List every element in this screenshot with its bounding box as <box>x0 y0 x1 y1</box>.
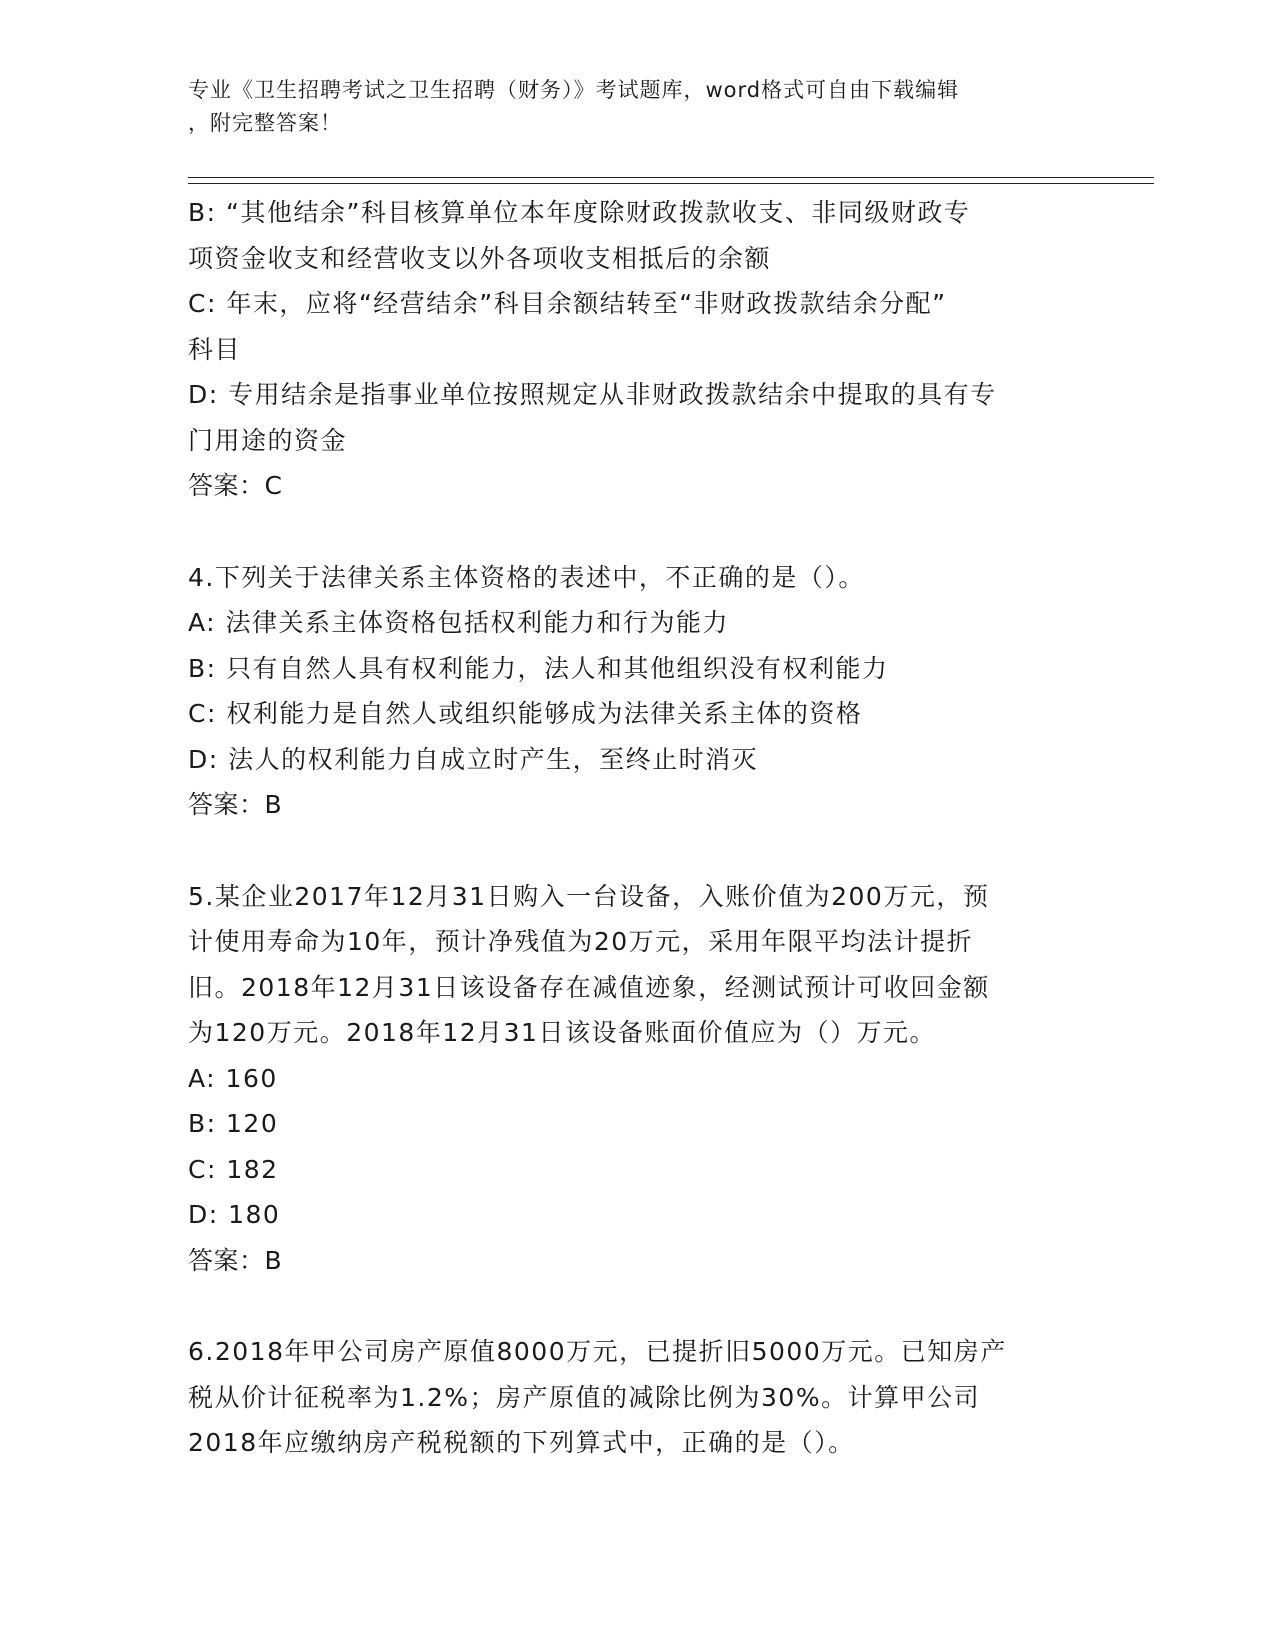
q4-option-a: A: 法律关系主体资格包括权利能力和行为能力 <box>188 608 730 637</box>
q3-option-d <box>188 372 1088 463</box>
q3-option-d-line: 门用途的资金 <box>188 425 348 455</box>
q5-answer: 答案：B <box>188 1245 283 1275</box>
q5-stem-line: 5.某企业2017年12月31日购入一台设备，入账价值为200万元，预 <box>188 881 990 911</box>
q5-stem-line: 旧。2018年12月31日该设备存在减值迹象，经测试预计可收回金额 <box>188 972 990 1002</box>
header-line-1: 专业《卫生招聘考试之卫生招聘（财务）》考试题库，word格式可自由下载编辑 <box>188 78 960 102</box>
q3-answer: 答案：C <box>188 471 283 500</box>
q6-stem-line: 2018年应缴纳房产税税额的下列算式中，正确的是（）。 <box>188 1428 855 1457</box>
q5-stem-line: 为120万元。2018年12月31日该设备账面价值应为（）万元。 <box>188 1018 936 1047</box>
document-body <box>188 190 1088 1466</box>
q5-option-c: C: 182 <box>188 1154 279 1184</box>
document-header <box>188 74 1068 140</box>
question-6 <box>188 1329 1088 1466</box>
q4-stem: 4.下列关于法律关系主体资格的表述中，不正确的是（）。 <box>188 562 865 592</box>
q5-option-a: A: 160 <box>188 1063 278 1093</box>
q4-answer: 答案：B <box>188 790 283 819</box>
header-divider-bottom <box>188 183 1154 184</box>
q6-stem-line: 税从价计征税率为1.2%；房产原值的减除比例为30%。计算甲公司 <box>188 1382 981 1412</box>
question-4 <box>188 555 1088 828</box>
q6-stem-line: 6.2018年甲公司房产原值8000万元，已提折旧5000万元。已知房产 <box>188 1337 1007 1366</box>
q5-option-b: B: 120 <box>188 1109 279 1138</box>
spacer <box>188 828 1088 874</box>
q3-option-b <box>188 190 1088 281</box>
q4-option-b: B: 只有自然人具有权利能力，法人和其他组织没有权利能力 <box>188 653 889 683</box>
q3-option-b-line: B: “其他结余”科目核算单位本年度除财政拨款收支、非同级财政专 <box>188 198 971 227</box>
q3-option-c-line: 科目 <box>188 334 242 364</box>
q5-stem-line: 计使用寿命为10年，预计净残值为20万元，采用年限平均法计提折 <box>188 927 974 956</box>
spacer <box>188 509 1088 555</box>
q3-option-d-line: D: 专用结余是指事业单位按照规定从非财政拨款结余中提取的具有专 <box>188 380 997 409</box>
q3-option-c-line: C: 年末，应将“经营结余”科目余额结转至“非财政拨款结余分配” <box>188 289 947 318</box>
question-3 <box>188 190 1088 509</box>
spacer <box>188 1283 1088 1329</box>
q5-option-d: D: 180 <box>188 1200 281 1229</box>
q3-option-b-line: 项资金收支和经营收支以外各项收支相抵后的余额 <box>188 243 772 273</box>
q3-option-c <box>188 281 1088 372</box>
q4-option-d: D: 法人的权利能力自成立时产生，至终止时消灭 <box>188 744 759 774</box>
question-5 <box>188 874 1088 1284</box>
header-divider-top <box>188 177 1154 178</box>
header-line-2: ，附完整答案！ <box>188 111 342 135</box>
q4-option-c: C: 权利能力是自然人或组织能够成为法律关系主体的资格 <box>188 699 863 728</box>
